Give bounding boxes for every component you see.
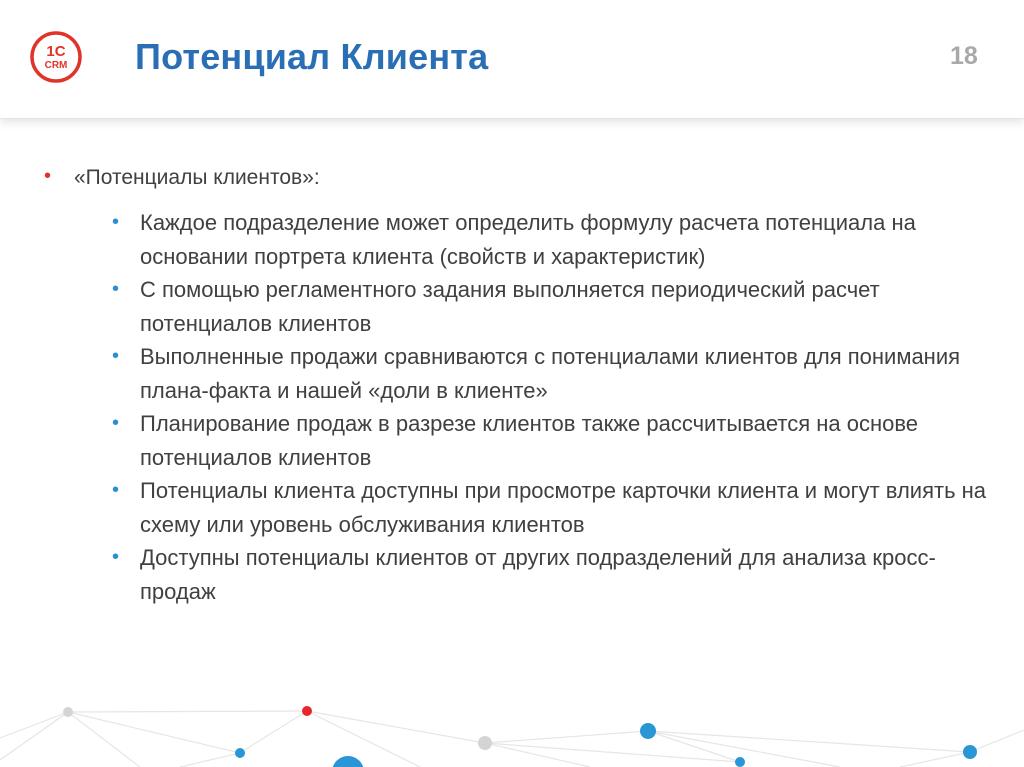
sub-bullet-text: Потенциалы клиента доступны при просмотре карточки клиента и могут влиять на схему или уровень обслуживания клиентов — [140, 478, 987, 537]
sub-bullet-dot-icon: • — [112, 546, 120, 568]
1c-crm-logo — [29, 30, 83, 84]
slide-title: Потенциал Клиента — [135, 36, 489, 77]
decorative-network-graphic — [0, 660, 1024, 767]
sub-bullet-item — [112, 474, 992, 541]
logo-text-bottom: CRM — [44, 60, 68, 71]
slide-header — [0, 0, 1024, 119]
logo-text-top: 1С — [46, 43, 66, 60]
sub-bullet-dot-icon: • — [112, 211, 120, 233]
sub-bullet-item — [112, 340, 992, 407]
sub-bullet-item — [112, 206, 992, 273]
sub-bullet-dot-icon: • — [112, 278, 120, 300]
sub-bullet-text: Выполненные продажи сравниваются с потенциалами клиентов для понимания плана-факта и нашей «доли в клиенте» — [140, 344, 961, 403]
sub-bullet-dot-icon: • — [112, 345, 120, 367]
sub-bullet-item — [112, 541, 992, 608]
sub-bullet-text: Каждое подразделение может определить формулу расчета потенциала на основании портрета клиента (свойств и характеристик) — [140, 210, 916, 269]
page-number: 18 — [950, 42, 978, 70]
sub-bullet-item — [112, 407, 992, 474]
sub-bullet-text: С помощью регламентного задания выполняется периодический расчет потенциалов клиентов — [140, 277, 880, 336]
sub-bullet-list — [112, 206, 992, 608]
sub-bullet-dot-icon: • — [112, 479, 120, 501]
sub-bullet-text: Планирование продаж в разрезе клиентов также рассчитывается на основе потенциалов клиентов — [140, 411, 919, 470]
sub-bullet-item — [112, 273, 992, 340]
main-bullet-text: «Потенциалы клиентов»: — [74, 166, 320, 189]
main-bullet-dot-icon: • — [44, 165, 52, 187]
sub-bullet-text: Доступны потенциалы клиентов от других подразделений для анализа кросс-продаж — [140, 545, 936, 604]
sub-bullet-dot-icon: • — [112, 412, 120, 434]
